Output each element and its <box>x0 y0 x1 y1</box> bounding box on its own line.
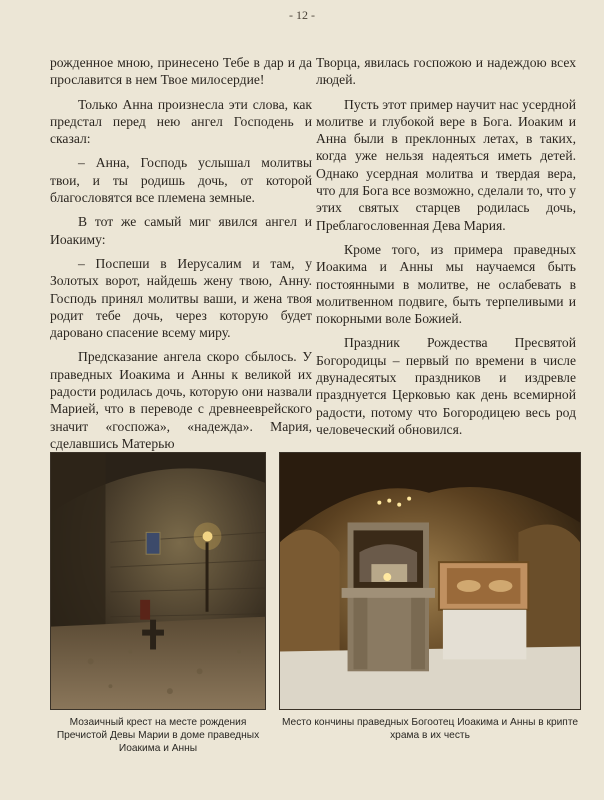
paragraph: Предсказание ангела скоро сбылось. У праведных Иоакима и Анны к великой их радости родилась дочь, которую они назвали Марией, что в переводе с древнееврейского значит «госпожа», «надежда». Мария, сделавшись Матерью <box>50 349 312 451</box>
paragraph: В тот же самый миг явился ангел и Иоакиму: <box>50 214 312 247</box>
paragraph: – Поспеши в Иерусалим и там, у Золотых ворот, найдешь жену твою, Анну. Господь принял молитвы ваши, и жена твоя родит тебе дочь, через которую будет даровано спасение всему миру. <box>50 255 312 341</box>
paragraph: Праздник Рождества Пресвятой Богородицы – первый по времени в числе двунадесятых праздников и издревле празднуется Церковью как день всемирной радости, потому что Богородицею весь род человеческий обновился. <box>316 335 576 437</box>
paragraph: – Анна, Господь услышал молитвы твои, и ты родишь дочь, от которой благословятся все племена земные. <box>50 155 312 206</box>
photo-crypt-shrine <box>279 452 581 710</box>
paragraph: Только Анна произнесла эти слова, как предстал перед нею ангел Господень и сказал: <box>50 96 312 147</box>
paragraph: Пусть этот пример научит нас усердной молитве и глубокой вере в Бога. Иоаким и Анна были в преклонных летах, в таких, когда уже нельзя надеяться иметь детей. Однако усердная молитва и твердая вера, что для Бога все возможно, сделали то, что у этих святых старцев родилась дочь, Преблагословенная Дева Мария. <box>316 96 576 233</box>
paragraph: рожденное мною, принесено Тебе в дар и да прославится в нем Твое милосердие! <box>50 55 312 88</box>
photo-caption-left: Мозаичный крест на месте рождения Пречистой Девы Марии в доме праведных Иоакима и Анны <box>56 717 260 754</box>
paragraph: Кроме того, из примера праведных Иоакима и Анны мы научаемся быть постоянными в молитве, не ослабевать в молитвенном подвиге, быть терпеливыми и покорными воле Божией. <box>316 241 576 327</box>
paragraph: Творца, явилась госпожою и надеждою всех людей. <box>316 55 576 88</box>
right-text-column <box>316 54 576 438</box>
left-text-column <box>50 54 312 452</box>
photo-mosaic-cross <box>50 452 266 710</box>
crypt-photo-right <box>280 453 580 709</box>
photo-caption-right: Место кончины праведных Богоотец Иоакима и Анны в крипте храма в их честь <box>281 717 579 741</box>
page-number: - 12 - <box>289 8 315 22</box>
crypt-photo-left <box>51 453 265 709</box>
